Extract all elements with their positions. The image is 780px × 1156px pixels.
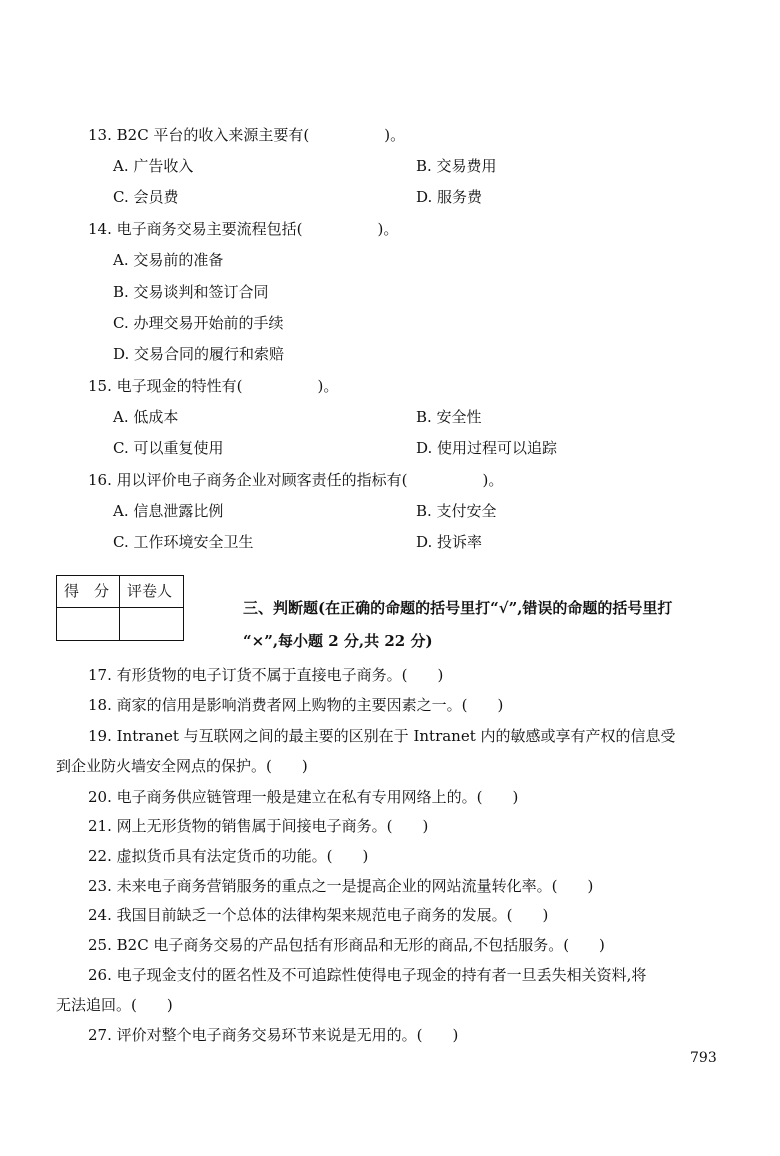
question-14-stem: 14. 电子商务交易主要流程包括( )。 <box>88 220 399 238</box>
question-13-option-a: A. 广告收入 <box>113 157 194 175</box>
section-3-heading-line-1: 三、判断题(在正确的命题的括号里打“√”,错误的命题的括号里打 <box>243 599 673 617</box>
score-table-divider-vertical <box>119 576 120 640</box>
question-15-option-d: D. 使用过程可以追踪 <box>416 439 558 457</box>
question-13-option-c: C. 会员费 <box>113 188 179 206</box>
question-14-option-c: C. 办理交易开始前的手续 <box>113 314 284 332</box>
question-15-stem: 15. 电子现金的特性有( )。 <box>88 377 339 395</box>
score-table <box>56 575 184 641</box>
section-3-heading-line-2: “×”,每小题 2 分,共 22 分) <box>243 632 433 650</box>
question-20: 20. 电子商务供应链管理一般是建立在私有专用网络上的。( ) <box>88 788 519 806</box>
question-17: 17. 有形货物的电子订货不属于直接电子商务。( ) <box>88 666 444 684</box>
score-table-grader-cell[interactable] <box>121 608 183 640</box>
question-16-stem: 16. 用以评价电子商务企业对顾客责任的指标有( )。 <box>88 471 504 489</box>
question-14-option-b: B. 交易谈判和签订合同 <box>113 283 269 301</box>
question-14-option-a: A. 交易前的准备 <box>113 251 224 269</box>
question-13-stem: 13. B2C 平台的收入来源主要有( )。 <box>88 126 406 144</box>
question-23: 23. 未来电子商务营销服务的重点之一是提高企业的网站流量转化率。( ) <box>88 877 594 895</box>
question-27: 27. 评价对整个电子商务交易环节来说是无用的。( ) <box>88 1026 459 1044</box>
question-22: 22. 虚拟货币具有法定货币的功能。( ) <box>88 847 369 865</box>
question-16-option-b: B. 支付安全 <box>416 502 497 520</box>
question-26-line-1: 26. 电子现金支付的匿名性及不可追踪性使得电子现金的持有者一旦丢失相关资料,将 <box>88 966 647 984</box>
question-13-option-b: B. 交易费用 <box>416 157 497 175</box>
question-26-line-2: 无法追回。( ) <box>56 996 173 1014</box>
question-15-option-a: A. 低成本 <box>113 408 179 426</box>
question-19-line-2: 到企业防火墙安全网点的保护。( ) <box>56 757 308 775</box>
question-13-option-d: D. 服务费 <box>416 188 483 206</box>
score-table-label-score: 得 分 <box>64 582 110 600</box>
question-15-option-c: C. 可以重复使用 <box>113 439 224 457</box>
question-16-option-d: D. 投诉率 <box>416 533 483 551</box>
question-14-option-d: D. 交易合同的履行和索赔 <box>113 345 285 363</box>
question-16-option-a: A. 信息泄露比例 <box>113 502 224 520</box>
page-number: 793 <box>690 1050 717 1066</box>
question-24: 24. 我国目前缺乏一个总体的法律构架来规范电子商务的发展。( ) <box>88 906 549 924</box>
question-21: 21. 网上无形货物的销售属于间接电子商务。( ) <box>88 817 429 835</box>
question-16-option-c: C. 工作环境安全卫生 <box>113 533 254 551</box>
question-18: 18. 商家的信用是影响消费者网上购物的主要因素之一。( ) <box>88 696 504 714</box>
question-19-line-1: 19. Intranet 与互联网之间的最主要的区别在于 Intranet 内的敏感或享有产权的信息受 <box>88 727 676 745</box>
score-table-label-grader: 评卷人 <box>127 582 173 600</box>
score-table-score-cell[interactable] <box>57 608 118 640</box>
question-25: 25. B2C 电子商务交易的产品包括有形商品和无形的商品,不包括服务。( ) <box>88 936 605 954</box>
question-15-option-b: B. 安全性 <box>416 408 482 426</box>
